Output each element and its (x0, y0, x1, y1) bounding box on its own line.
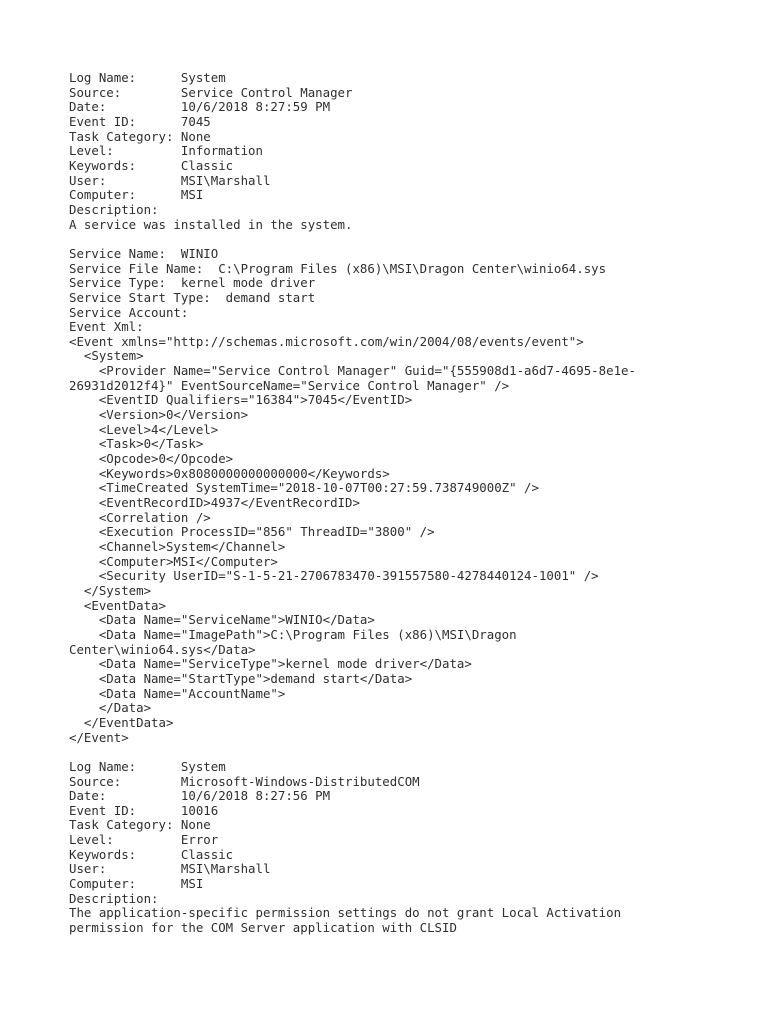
event-log-text: Log Name: System Source: Service Control Manager Date: 10/6/2018 8:27:59 PM Event ID: 7045 Task Category: None Level: Information Keywords: Classic User: MSI\Marshall Computer: MSI Description: A service was installed in the system. Service Name: WINIO Service File Name: C:\Program Files (x86)\MSI\Dragon Center\winio64.sys Service Type: kernel mode driver Service Start Type: demand start Service Account: Event Xml: <Event xmlns="http://schemas.microsoft.com/win/2004/08/events/event"> <System> <Provider Name="Service Control Manager" Guid="{555908d1-a6d7-4695-8e1e- 26931d2012f4}" EventSourceName="Service Control Manager" /> <EventID Qualifiers="16384">7045</EventID> <Version>0</Version> <Level>4</Level> <Task>0</Task> <Opcode>0</Opcode> <Keywords>0x8080000000000000</Keywords> <TimeCreated SystemTime="2018-10-07T00:27:59.738749000Z" /> <EventRecordID>4937</EventRecordID> <Correlation /> <Execution ProcessID="856" ThreadID="3800" /> <Channel>System</Channel> <Computer>MSI</Computer> <Security UserID="S-1-5-21-2706783470-391557580-4278440124-1001" /> </System> <EventData> <Data Name="ServiceName">WINIO</Data> <Data Name="ImagePath">C:\Program Files (x86)\MSI\Dragon Center\winio64.sys</Data> <Data Name="ServiceType">kernel mode driver</Data> <Data Name="StartType">demand start</Data> <Data Name="AccountName"> </Data> </EventData> </Event> Log Name: System Source: Microsoft-Windows-DistributedCOM Date: 10/6/2018 8:27:56 PM Event ID: 10016 Task Category: None Level: Error Keywords: Classic User: MSI\Marshall Computer: MSI Description: The application-specific permission settings do not grant Local Activation permission for the COM Server application with CLSID (69, 70, 636, 936)
